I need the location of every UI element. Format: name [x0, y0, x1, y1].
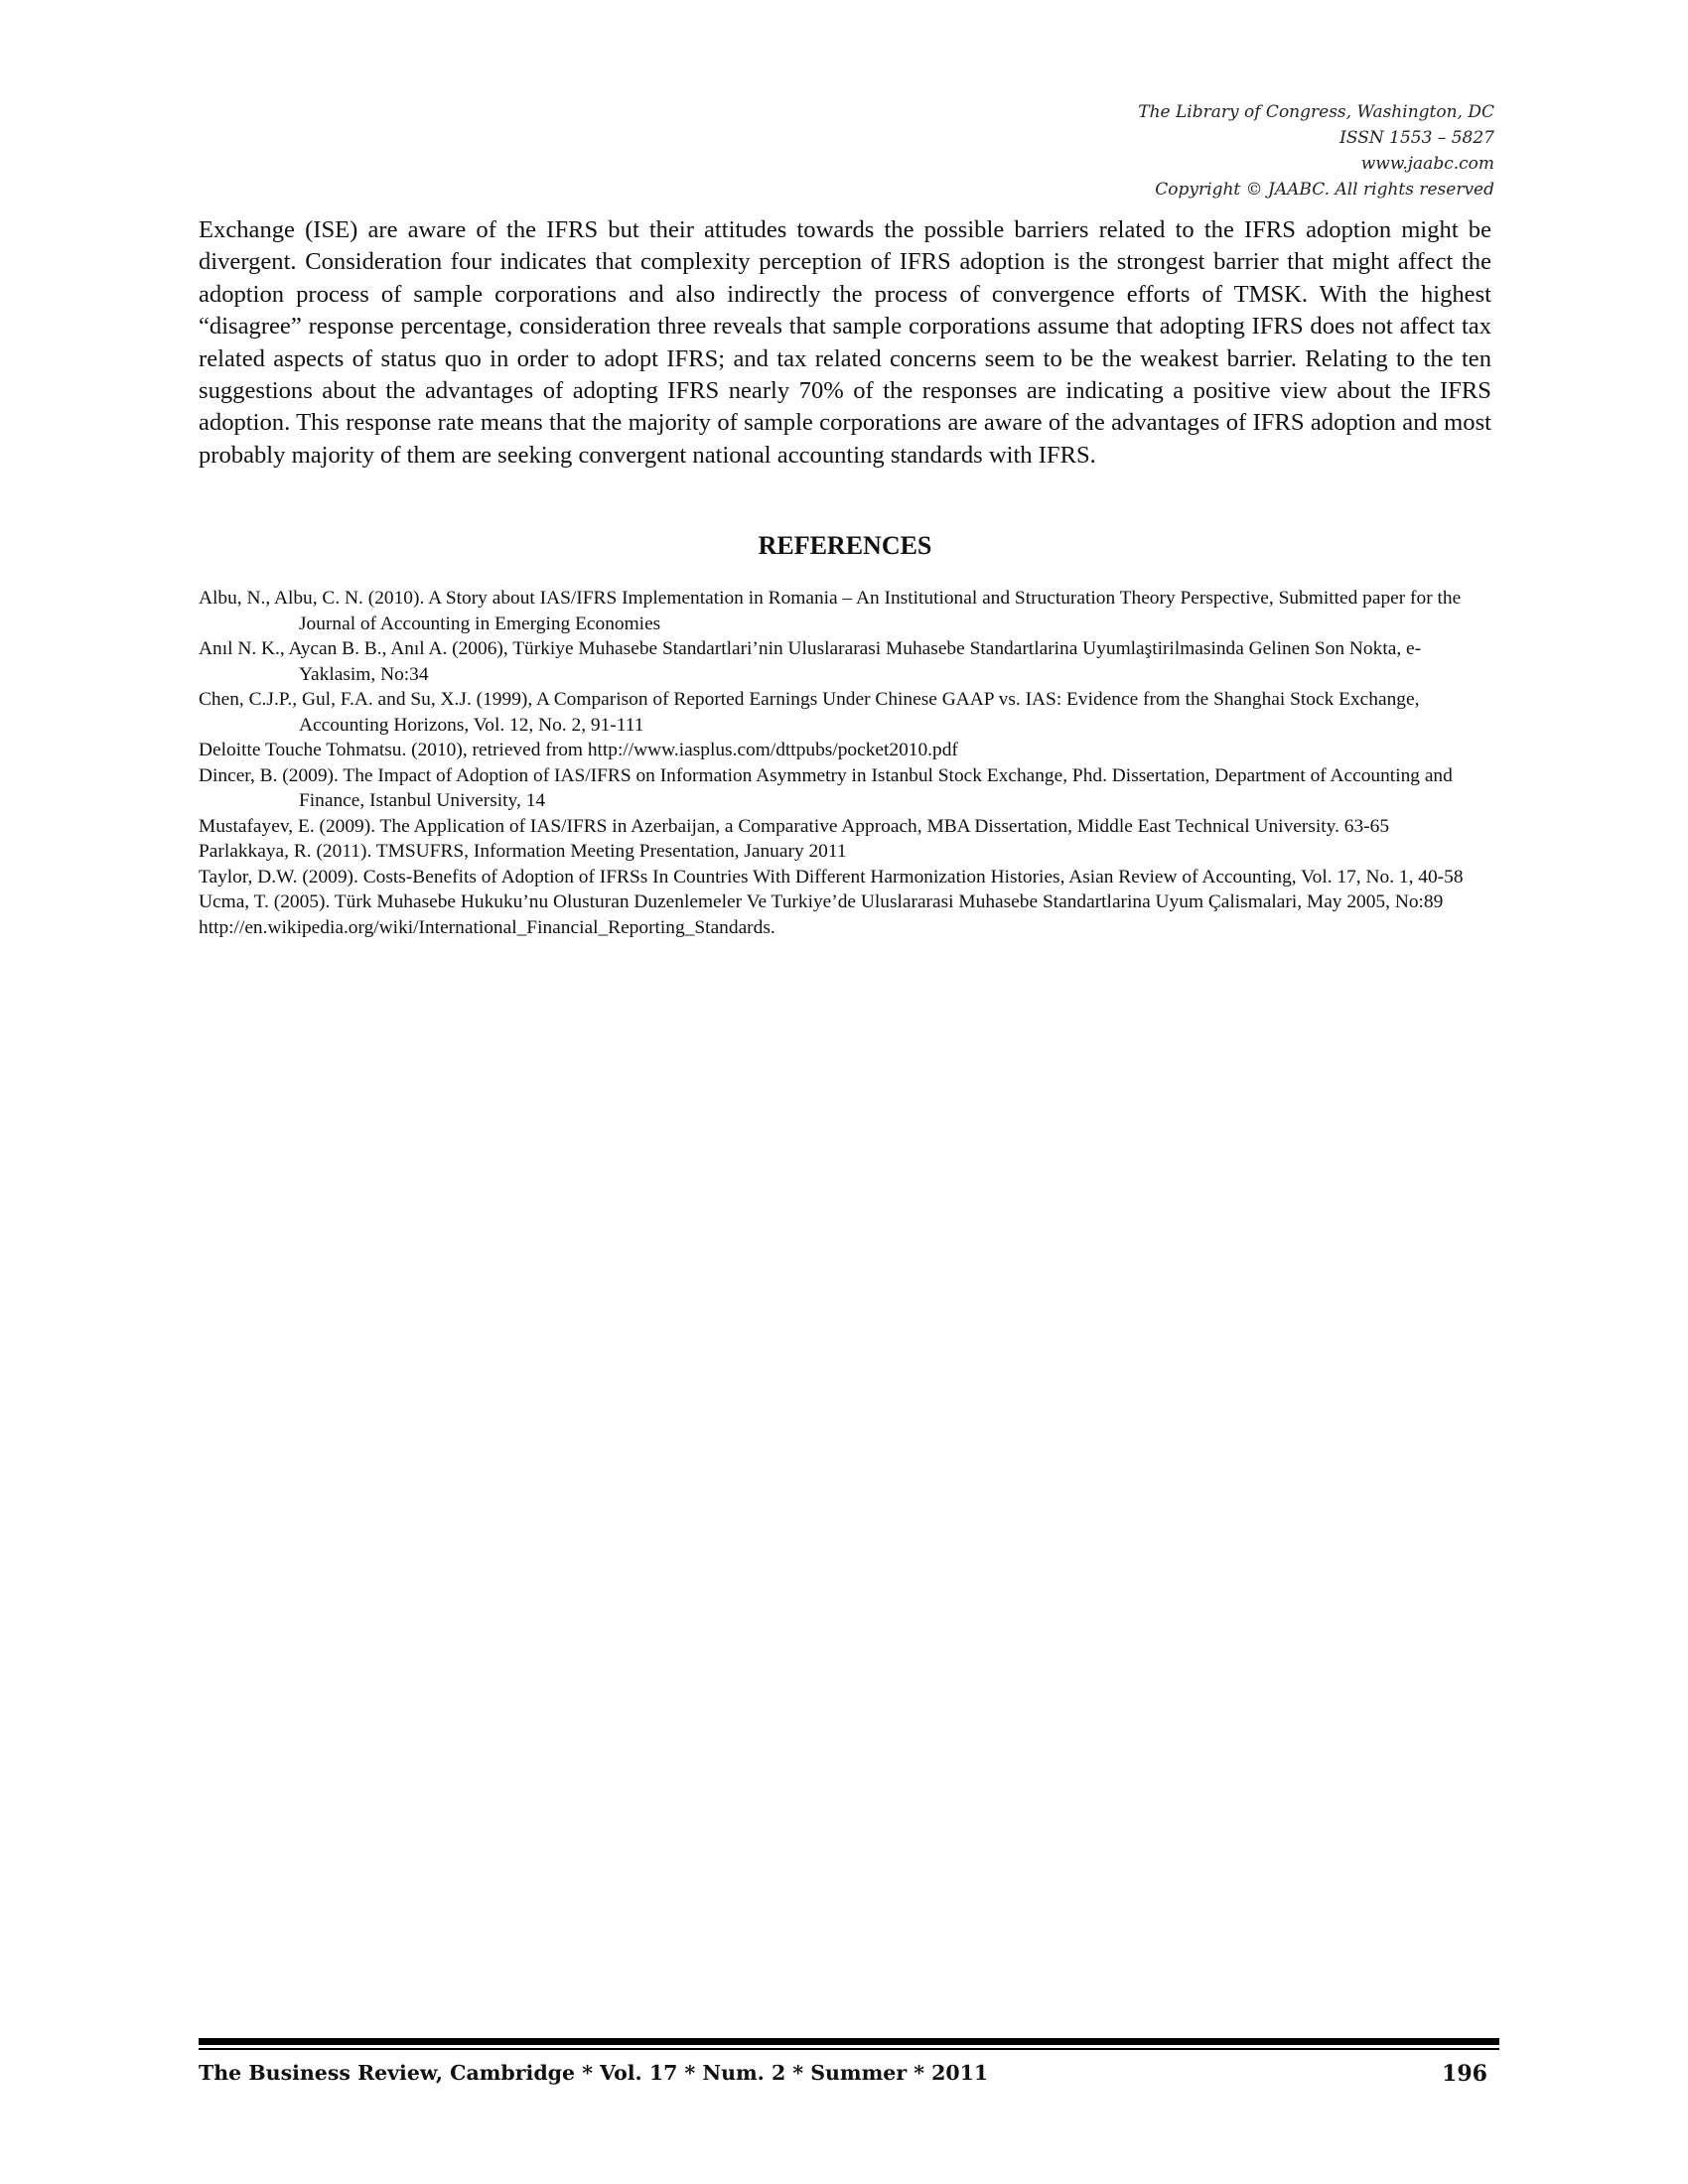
- reference-item: Chen, C.J.P., Gul, F.A. and Su, X.J. (1999), A Comparison of Reported Earnings Under Chinese GAAP vs. IAS: Evidence from the Shanghai Stock Exchange, Accounting Horizons, Vol. 12, No. 2, 91-111: [199, 689, 1420, 736]
- references-heading: REFERENCES: [758, 531, 932, 560]
- running-header: [1138, 99, 1494, 203]
- header-library: The Library of Congress, Washington, DC: [1138, 102, 1494, 122]
- reference-item: Dincer, B. (2009). The Impact of Adoption of IAS/IFRS on Information Asymmetry in Istanbul Stock Exchange, Phd. Dissertation, Department of Accounting and Finance, Istanbul University, 14: [199, 764, 1453, 811]
- page-number: 196: [1442, 2061, 1487, 2087]
- reference-item: Ucma, T. (2005). Türk Muhasebe Hukuku’nu Olusturan Duzenlemeler Ve Turkiye’de Uluslararasi Muhasebe Standartlarina Uyum Çalismalari, May 2005, No:89: [199, 891, 1444, 912]
- footer-rule-thick: [199, 2038, 1499, 2045]
- footer-journal-citation: The Business Review, Cambridge * Vol. 17 * Num. 2 * Summer * 2011: [199, 2061, 989, 2085]
- reference-item: Taylor, D.W. (2009). Costs-Benefits of Adoption of IFRSs In Countries With Different Harmonization Histories, Asian Review of Accounting, Vol. 17, No. 1, 40-58: [199, 866, 1464, 887]
- reference-item: Anıl N. K., Aycan B. B., Anıl A. (2006), Türkiye Muhasebe Standartlari’nin Uluslararasi Muhasebe Standartlarina Uyumlaştirilmasinda Gelinen Son Nokta, e-Yaklasim, No:34: [199, 638, 1422, 685]
- reference-item: Mustafayev, E. (2009). The Application of IAS/IFRS in Azerbaijan, a Comparative Approach, MBA Dissertation, Middle East Technical University. 63-65: [199, 815, 1390, 837]
- reference-item: Albu, N., Albu, C. N. (2010). A Story about IAS/IFRS Implementation in Romania – An Institutional and Structuration Theory Perspective, Submitted paper for the Journal of Accounting in Emerging Economies: [199, 588, 1462, 634]
- footer-rule-thin: [199, 2048, 1499, 2050]
- reference-item: Deloitte Touche Tohmatsu. (2010), retrieved from http://www.iasplus.com/dttpubs/pocket2010.pdf: [199, 740, 958, 760]
- header-issn: ISSN 1553 – 5827: [1339, 128, 1494, 148]
- references-list: [199, 586, 1491, 940]
- header-copyright: Copyright © JAABC. All rights reserved: [1155, 180, 1494, 200]
- header-website: www.jaabc.com: [1360, 154, 1494, 174]
- reference-item: Parlakkaya, R. (2011). TMSUFRS, Information Meeting Presentation, January 2011: [199, 841, 847, 862]
- reference-item: http://en.wikipedia.org/wiki/International_Financial_Reporting_Standards.: [199, 916, 775, 938]
- body-paragraph: Exchange (ISE) are aware of the IFRS but their attitudes towards the possible barriers related to the IFRS adoption might be divergent. Consideration four indicates that complexity perception of IFRS adoption is the strongest barrier that might affect the adoption process of sample corporations and also indirectly the process of convergence efforts of TMSK. With the highest “disagree” response percentage, consideration three reveals that sample corporations assume that adopting IFRS does not affect tax related aspects of status quo in order to adopt IFRS; and tax related concerns seem to be the weakest barrier. Relating to the ten suggestions about the advantages of adopting IFRS nearly 70% of the responses are indicating a positive view about the IFRS adoption. This response rate means that the majority of sample corporations are aware of the advantages of IFRS adoption and most probably majority of them are seeking convergent national accounting standards with IFRS.: [199, 216, 1491, 469]
